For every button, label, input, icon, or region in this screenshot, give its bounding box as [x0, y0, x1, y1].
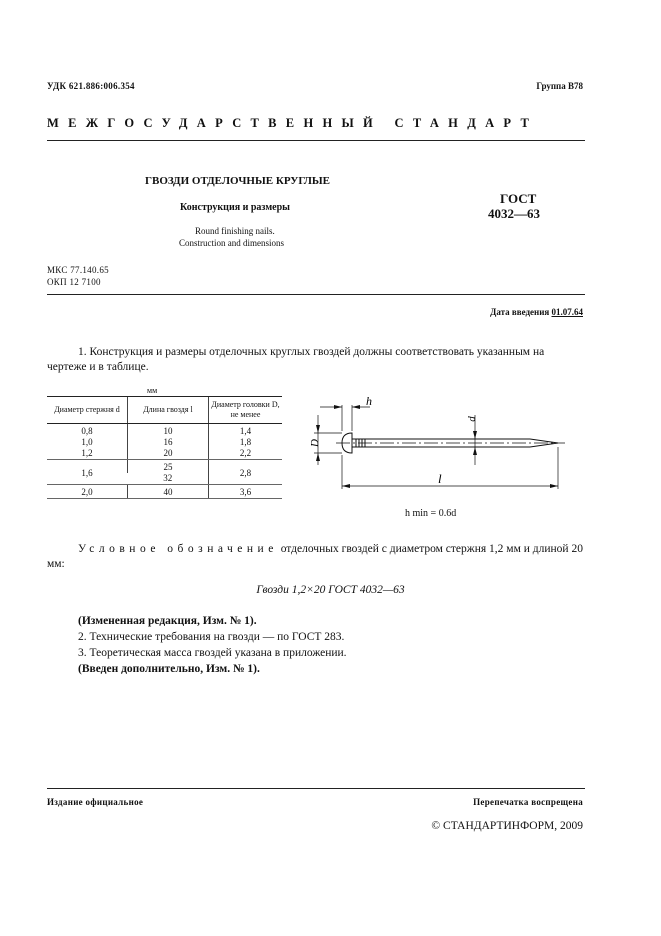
cell-l: 32 — [128, 473, 209, 485]
cell-D: 2,2 — [209, 448, 283, 460]
footer-reprint-prohibited: Перепечатка воспрещена — [473, 797, 583, 807]
cell-D: 3,6 — [209, 485, 283, 499]
footer-official-edition: Издание официальное — [47, 797, 144, 807]
table-row — [47, 460, 282, 474]
table-units: мм — [147, 386, 158, 395]
intro-date-value: 01.07.64 — [551, 307, 583, 317]
cell-D: 2,8 — [209, 460, 283, 485]
header-nail-length: Длина гвоздя l — [128, 397, 209, 424]
cell-l: 40 — [128, 485, 209, 499]
mks-code: МКС 77.140.65 — [47, 265, 109, 275]
header-rod-diameter: Диаметр стержня d — [47, 397, 128, 424]
cell-D: 1,4 — [209, 424, 283, 438]
table-row — [47, 448, 282, 460]
note-item: 2. Технические требования на гвозди — по ГОСТ 283. — [78, 631, 345, 643]
cell-d: 1,2 — [47, 448, 128, 460]
designation-example: Гвозди 1,2×20 ГОСТ 4032—63 — [256, 584, 405, 596]
standard-banner: МЕЖГОСУДАРСТВЕННЫЙ СТАНДАРТ — [47, 116, 539, 130]
nail-drawing — [290, 385, 585, 505]
designation-text — [47, 542, 585, 572]
cell-l: 10 — [128, 424, 209, 438]
label-l: l — [438, 471, 442, 486]
intro-date — [490, 307, 583, 317]
document-subtitle: Конструкция и размеры — [180, 202, 290, 213]
intro-date-label: Дата введения — [490, 307, 550, 317]
udk-code: УДК 621.886:006.354 — [47, 81, 135, 91]
header-divider — [47, 140, 585, 141]
codes-divider — [47, 294, 585, 295]
cell-l: 20 — [128, 448, 209, 460]
label-d: d — [466, 416, 478, 422]
cell-l: 25 — [128, 460, 209, 474]
note-item: (Измененная редакция, Изм. № 1). — [78, 615, 257, 627]
okp-code: ОКП 12 7100 — [47, 277, 101, 287]
section-1-text: 1. Конструкция и размеры отделочных круглых гвоздей должны соответствовать указанным на чертеже и в таблице. — [47, 346, 545, 373]
header-head-diameter: Диаметр головки D, не менее — [209, 397, 283, 424]
table-row — [47, 424, 282, 438]
cell-D: 1,8 — [209, 437, 283, 448]
note-item: (Введен дополнительно, Изм. № 1). — [78, 663, 260, 675]
label-D: D — [309, 439, 321, 447]
note-item: 3. Теоретическая масса гвоздей указана в приложении. — [78, 647, 347, 659]
cell-l: 16 — [128, 437, 209, 448]
group-code: Группа В78 — [536, 81, 583, 91]
english-title-line1: Round finishing nails. — [195, 226, 275, 236]
copyright: © СТАНДАРТИНФОРМ, 2009 — [431, 820, 583, 832]
h-min-formula: h min = 0.6d — [405, 508, 457, 519]
gost-number: 4032—63 — [488, 206, 540, 221]
document-title: ГВОЗДИ ОТДЕЛОЧНЫЕ КРУГЛЫЕ — [145, 175, 331, 187]
cell-d: 1,6 — [47, 460, 128, 485]
gost-label: ГОСТ — [500, 191, 537, 206]
table-row — [47, 437, 282, 448]
english-title-line2: Construction and dimensions — [179, 238, 284, 248]
cell-d: 0,8 — [81, 426, 93, 436]
designation-spaced: Условное обозначение — [78, 543, 278, 555]
cell-d: 1,0 — [81, 437, 93, 447]
table-row — [47, 485, 282, 499]
designation-rest: отделочных гвоздей с диаметром стержня 1,2 мм и длиной 20 мм: — [47, 543, 583, 570]
label-h: h — [366, 394, 372, 408]
dimensions-table — [47, 396, 282, 499]
footer-divider — [47, 788, 585, 789]
notes-list — [78, 613, 347, 677]
cell-d: 2,0 — [47, 485, 128, 499]
